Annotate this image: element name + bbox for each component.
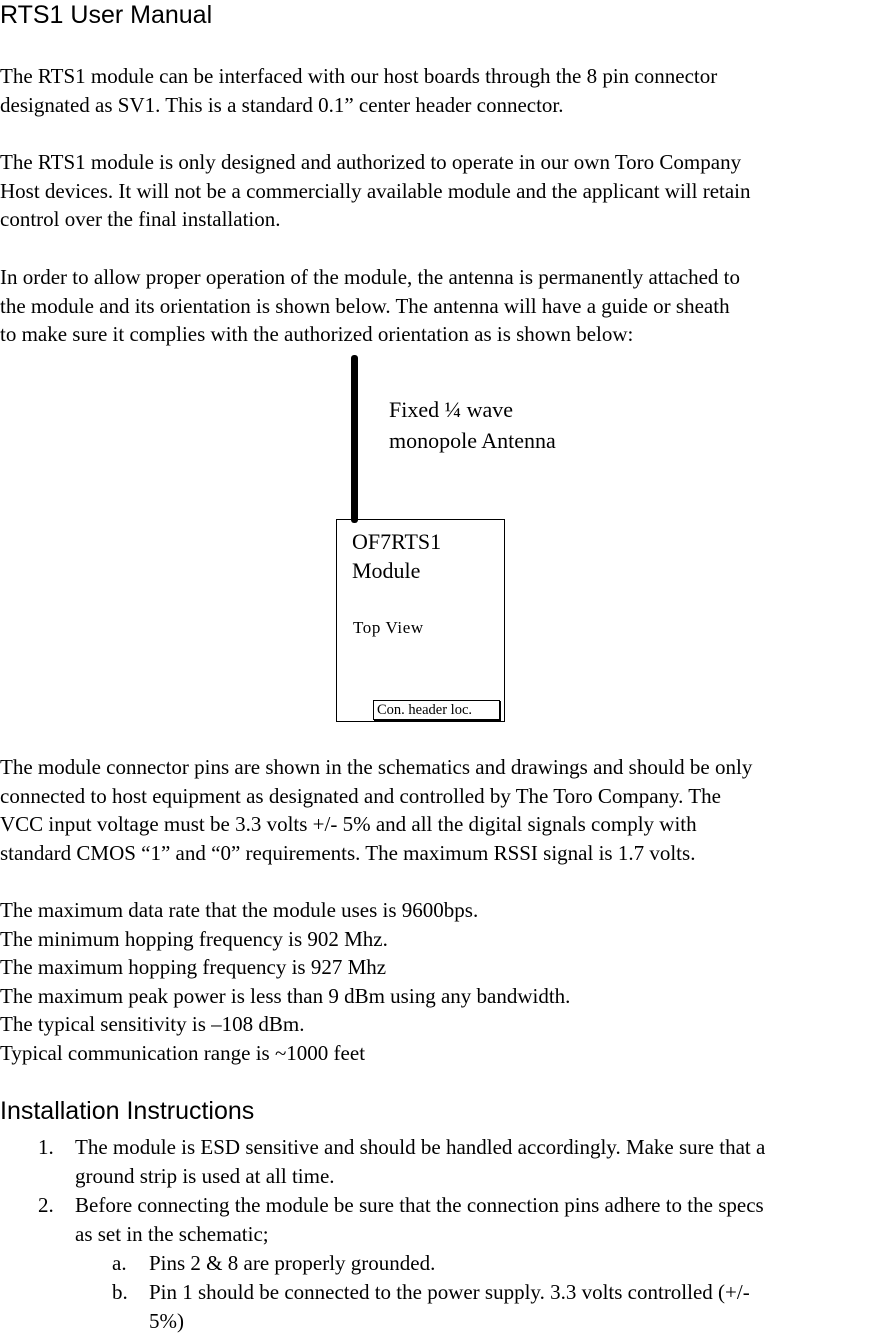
document-title: RTS1 User Manual (0, 0, 212, 30)
substep-letter: a. (112, 1249, 127, 1278)
step-text-line: ground strip is used at all time. (75, 1162, 765, 1191)
spec-line: The typical sensitivity is –108 dBm. (0, 1010, 896, 1039)
text-line: The RTS1 module can be interfaced with our host boards through the 8 pin connector (0, 62, 896, 91)
substep-text-line: Pins 2 & 8 are properly grounded. (149, 1249, 435, 1278)
substep-text-line: Pin 1 should be connected to the power supply. 3.3 volts controlled (+/- (149, 1278, 750, 1307)
text-line: control over the final installation. (0, 205, 896, 234)
step-text-line: The module is ESD sensitive and should be handled accordingly. Make sure that a (75, 1133, 765, 1162)
intro-paragraph-connector (0, 62, 896, 119)
text-line: The RTS1 module is only designed and authorized to operate in our own Toro Company (0, 148, 896, 177)
text-line: VCC input voltage must be 3.3 volts +/- 5% and all the digital signals comply with (0, 810, 896, 839)
step-number: 1. (38, 1133, 54, 1162)
text-line: In order to allow proper operation of the module, the antenna is permanently attached to (0, 263, 896, 292)
antenna-label (389, 394, 556, 456)
text-line: the module and its orientation is shown below. The antenna will have a guide or sheath (0, 292, 896, 321)
text-line: to make sure it complies with the authorized orientation as is shown below: (0, 320, 896, 349)
substep-letter: b. (112, 1278, 128, 1307)
antenna-label-line: monopole Antenna (389, 425, 556, 456)
antenna-rod (351, 355, 358, 523)
spec-line: The maximum hopping frequency is 927 Mhz (0, 953, 896, 982)
intro-paragraph-authorization (0, 148, 896, 234)
installation-heading: Installation Instructions (0, 1096, 254, 1126)
step-number: 2. (38, 1191, 54, 1220)
spec-line: Typical communication range is ~1000 feet (0, 1039, 896, 1068)
module-name (352, 527, 441, 585)
spec-line: The minimum hopping frequency is 902 Mhz. (0, 925, 896, 954)
connector-pins-paragraph (0, 753, 896, 867)
spec-line: The maximum peak power is less than 9 dBm using any bandwidth. (0, 982, 896, 1011)
antenna-label-line: Fixed ¼ wave (389, 394, 556, 425)
text-line: standard CMOS “1” and “0” requirements. The maximum RSSI signal is 1.7 volts. (0, 839, 896, 868)
spec-line: The maximum data rate that the module uses is 9600bps. (0, 896, 896, 925)
connector-header-label: Con. header loc. (373, 700, 500, 720)
substep-text-line: 5%) (149, 1307, 750, 1335)
module-name-line: OF7RTS1 (352, 527, 441, 556)
text-line: Host devices. It will not be a commercially available module and the applicant will retain (0, 177, 896, 206)
text-line: The module connector pins are shown in the schematics and drawings and should be only (0, 753, 896, 782)
text-line: designated as SV1. This is a standard 0.1” center header connector. (0, 91, 896, 120)
module-name-line: Module (352, 556, 441, 585)
step-text-line: Before connecting the module be sure that the connection pins adhere to the specs (75, 1191, 764, 1220)
intro-paragraph-antenna (0, 263, 896, 349)
specifications-list (0, 896, 896, 1067)
module-view-label: Top View (353, 618, 424, 638)
step-text-line: as set in the schematic; (75, 1220, 764, 1249)
text-line: connected to host equipment as designated and controlled by The Toro Company. The (0, 782, 896, 811)
